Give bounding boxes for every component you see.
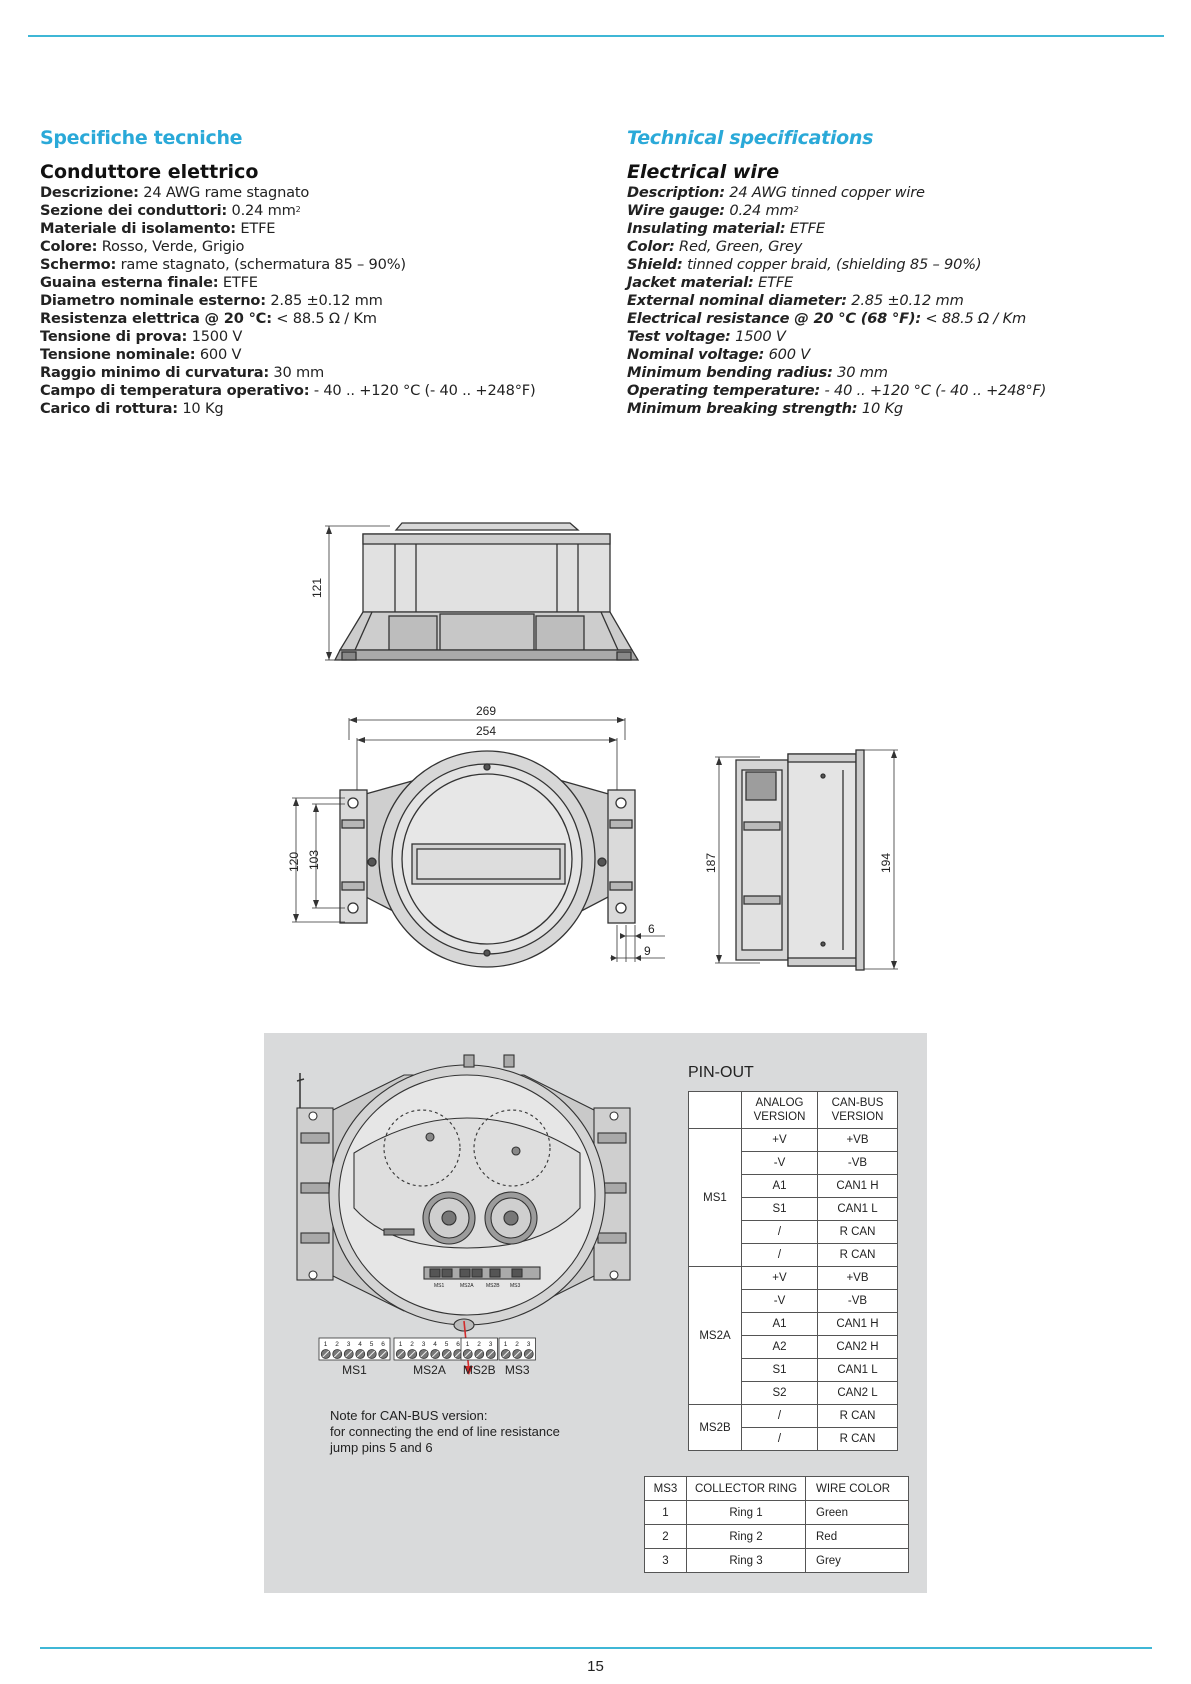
spec-value: 2.85 ±0.12 mm xyxy=(846,292,964,309)
spec-value: 1500 V xyxy=(730,328,786,345)
spec-value: 1500 V xyxy=(187,328,243,345)
ms3-cell: Ring 1 xyxy=(687,1501,806,1525)
analog-cell: -V xyxy=(742,1290,818,1313)
spec-key: Jacket material: xyxy=(627,274,754,291)
pin-number: 1 xyxy=(323,1341,328,1348)
spec-key: Shield: xyxy=(627,256,683,273)
dim-height-outer: 120 xyxy=(287,851,301,872)
group-label: MS2B xyxy=(689,1405,742,1451)
canbus-cell: CAN1 H xyxy=(818,1175,898,1198)
ms3-header-cell: COLLECTOR RING xyxy=(687,1477,806,1501)
ms3-cell: Ring 3 xyxy=(687,1549,806,1573)
dim-hole-b: 9 xyxy=(644,944,651,958)
english-specs xyxy=(627,127,1187,418)
en-spec-row xyxy=(627,400,1187,418)
ms3-cell: Red xyxy=(806,1525,909,1549)
spec-value: 24 AWG rame stagnato xyxy=(138,184,310,201)
pin-number: 2 xyxy=(515,1341,519,1348)
ms3-header-row xyxy=(645,1477,909,1501)
note-line-3: jump pins 5 and 6 xyxy=(330,1440,433,1455)
it-spec-row xyxy=(40,184,600,202)
analog-cell: A1 xyxy=(742,1313,818,1336)
side-view-right xyxy=(715,750,898,970)
header-canbus: CAN-BUS VERSION xyxy=(818,1092,898,1129)
technical-drawings xyxy=(0,500,1191,980)
dim-width-outer: 269 xyxy=(476,704,497,718)
pcb-label-ms3: MS3 xyxy=(510,1283,521,1289)
pin-number: 2 xyxy=(335,1341,339,1348)
canbus-cell: -VB xyxy=(818,1290,898,1313)
pcb-label-ms2a: MS2A xyxy=(460,1283,474,1289)
pin-number: 2 xyxy=(410,1341,414,1348)
it-spec-row xyxy=(40,346,600,364)
it-spec-row xyxy=(40,256,600,274)
connector-label: MS1 xyxy=(342,1363,367,1377)
sub-title-it: Conduttore elettrico xyxy=(40,161,259,183)
spec-key: Operating temperature: xyxy=(627,382,821,399)
pin-number: 5 xyxy=(444,1341,449,1348)
page-number: 15 xyxy=(587,1658,604,1675)
spec-value: 600 V xyxy=(764,346,811,363)
dim-height: 121 xyxy=(310,577,324,598)
it-spec-row xyxy=(40,238,600,256)
spec-key: External nominal diameter: xyxy=(627,292,847,309)
spec-value: 30 mm xyxy=(268,364,325,381)
it-spec-row xyxy=(40,310,600,328)
spec-list-it xyxy=(40,184,600,418)
pinout-row xyxy=(689,1267,898,1290)
analog-cell: / xyxy=(742,1405,818,1428)
pin-number: 3 xyxy=(526,1341,531,1348)
ms3-cell: 3 xyxy=(645,1549,687,1573)
pinout-title: PIN-OUT xyxy=(688,1064,754,1081)
spec-superscript: 2 xyxy=(295,205,301,214)
en-spec-row xyxy=(627,220,1187,238)
en-spec-row xyxy=(627,364,1187,382)
spec-value: ETFE xyxy=(785,220,825,237)
ms3-cell: Ring 2 xyxy=(687,1525,806,1549)
spec-key: Colore: xyxy=(40,238,98,255)
canbus-cell: CAN2 L xyxy=(818,1382,898,1405)
spec-value: 0.24 mm xyxy=(227,202,296,219)
analog-cell: / xyxy=(742,1244,818,1267)
pin-number: 4 xyxy=(433,1341,437,1348)
pin-number: 1 xyxy=(465,1341,470,1348)
canbus-note xyxy=(330,1408,560,1456)
en-spec-row xyxy=(627,328,1187,346)
analog-cell: A1 xyxy=(742,1175,818,1198)
analog-cell: +V xyxy=(742,1129,818,1152)
ms3-row xyxy=(645,1549,909,1573)
pin-number: 3 xyxy=(421,1341,426,1348)
it-spec-row xyxy=(40,382,600,400)
pinout-row xyxy=(689,1129,898,1152)
section-title-it: Specifiche tecniche xyxy=(40,127,243,149)
canbus-cell: R CAN xyxy=(818,1244,898,1267)
connector-label: MS2B xyxy=(462,1363,496,1377)
canbus-cell: CAN2 H xyxy=(818,1336,898,1359)
analog-cell: S1 xyxy=(742,1198,818,1221)
spec-value: tinned copper braid, (shielding 85 – 90%) xyxy=(682,256,982,273)
ms3-cell: 2 xyxy=(645,1525,687,1549)
it-spec-row xyxy=(40,364,600,382)
spec-value: 10 Kg xyxy=(177,400,224,417)
spec-key: Wire gauge: xyxy=(627,202,725,219)
spec-value: - 40 .. +120 °C (- 40 .. +248°F) xyxy=(309,382,536,399)
spec-value: 30 mm xyxy=(832,364,888,381)
spec-value: - 40 .. +120 °C (- 40 .. +248°F) xyxy=(820,382,1047,399)
it-spec-row xyxy=(40,220,600,238)
side-view-top xyxy=(325,523,638,660)
canbus-cell: R CAN xyxy=(818,1221,898,1244)
en-spec-row xyxy=(627,184,1187,202)
top-rule xyxy=(28,35,1164,37)
spec-value: 0.24 mm xyxy=(724,202,794,219)
en-spec-row xyxy=(627,382,1187,400)
pcb-label-ms2b: MS2B xyxy=(486,1283,500,1289)
bottom-rule xyxy=(40,1647,1152,1649)
note-line-1: Note for CAN-BUS version: xyxy=(330,1408,488,1423)
pinout-table xyxy=(688,1091,898,1451)
spec-key: Electrical resistance @ 20 °C (68 °F): xyxy=(627,310,921,327)
spec-value: < 88.5 Ω / Km xyxy=(920,310,1026,327)
spec-value: rame stagnato, (schermatura 85 – 90%) xyxy=(116,256,406,273)
sub-title-en: Electrical wire xyxy=(627,161,780,183)
it-spec-row xyxy=(40,328,600,346)
spec-key: Insulating material: xyxy=(627,220,786,237)
spec-key: Test voltage: xyxy=(627,328,731,345)
spec-key: Tensione di prova: xyxy=(40,328,188,345)
en-spec-row xyxy=(627,310,1187,328)
group-label: MS2A xyxy=(689,1267,742,1405)
en-spec-row xyxy=(627,256,1187,274)
pin-number: 3 xyxy=(346,1341,351,1348)
ms3-header-cell: WIRE COLOR xyxy=(806,1477,909,1501)
pinout-row xyxy=(689,1405,898,1428)
group-label: MS1 xyxy=(689,1129,742,1267)
section-title-en: Technical specifications xyxy=(627,127,874,149)
canbus-cell: CAN1 H xyxy=(818,1313,898,1336)
spec-value: 2.85 ±0.12 mm xyxy=(265,292,383,309)
analog-cell: S1 xyxy=(742,1359,818,1382)
ms3-cell: Grey xyxy=(806,1549,909,1573)
spec-key: Guaina esterna finale: xyxy=(40,274,219,291)
it-spec-row xyxy=(40,400,600,418)
header-analog: ANALOG VERSION xyxy=(742,1092,818,1129)
spec-key: Minimum breaking strength: xyxy=(627,400,858,417)
connector-label: MS2A xyxy=(413,1363,446,1377)
spec-value: ETFE xyxy=(235,220,276,237)
header-empty-cell xyxy=(689,1092,742,1129)
pinout-panel xyxy=(264,1033,927,1593)
spec-key: Resistenza elettrica @ 20 °C: xyxy=(40,310,272,327)
ms3-row xyxy=(645,1525,909,1549)
pin-number: 6 xyxy=(381,1341,385,1348)
spec-list-en xyxy=(627,184,1187,418)
spec-key: Raggio minimo di curvatura: xyxy=(40,364,269,381)
en-spec-row xyxy=(627,274,1187,292)
analog-cell: +V xyxy=(742,1267,818,1290)
pinout-header-row xyxy=(689,1092,898,1129)
spec-value: < 88.5 Ω / Km xyxy=(271,310,377,327)
spec-superscript: 2 xyxy=(793,205,799,214)
spec-key: Diametro nominale esterno: xyxy=(40,292,266,309)
dim-side-outer: 194 xyxy=(879,852,893,873)
ms3-cell: 1 xyxy=(645,1501,687,1525)
spec-key: Campo di temperatura operativo: xyxy=(40,382,310,399)
ms3-row xyxy=(645,1501,909,1525)
spec-value: 24 AWG tinned copper wire xyxy=(724,184,925,201)
spec-key: Materiale di isolamento: xyxy=(40,220,236,237)
spec-key: Sezione dei conduttori: xyxy=(40,202,228,219)
canbus-cell: -VB xyxy=(818,1152,898,1175)
spec-key: Color: xyxy=(627,238,675,255)
it-spec-row xyxy=(40,274,600,292)
canbus-cell: CAN1 L xyxy=(818,1359,898,1382)
pin-number: 1 xyxy=(398,1341,403,1348)
pin-number: 6 xyxy=(456,1341,460,1348)
en-spec-row xyxy=(627,292,1187,310)
spec-value: Rosso, Verde, Grigio xyxy=(97,238,245,255)
it-spec-row xyxy=(40,292,600,310)
pcb-drawing xyxy=(264,1033,684,1403)
canbus-cell: R CAN xyxy=(818,1405,898,1428)
analog-cell: A2 xyxy=(742,1336,818,1359)
spec-value: 10 Kg xyxy=(857,400,903,417)
analog-cell: S2 xyxy=(742,1382,818,1405)
note-line-2: for connecting the end of line resistance xyxy=(330,1424,560,1439)
connector-strip xyxy=(319,1338,536,1377)
front-view xyxy=(292,717,665,967)
canbus-cell: R CAN xyxy=(818,1428,898,1451)
pin-number: 5 xyxy=(369,1341,374,1348)
en-spec-row xyxy=(627,202,1187,220)
ms3-cell: Green xyxy=(806,1501,909,1525)
analog-cell: / xyxy=(742,1221,818,1244)
canbus-cell: CAN1 L xyxy=(818,1198,898,1221)
spec-value: ETFE xyxy=(753,274,794,291)
analog-cell: / xyxy=(742,1428,818,1451)
spec-key: Schermo: xyxy=(40,256,117,273)
pin-number: 3 xyxy=(488,1341,493,1348)
connector-label: MS3 xyxy=(504,1363,530,1377)
ms3-table xyxy=(644,1476,909,1573)
spec-value: 600 V xyxy=(195,346,242,363)
spec-key: Description: xyxy=(627,184,725,201)
dim-hole-a: 6 xyxy=(648,922,655,936)
spec-value: ETFE xyxy=(218,274,258,291)
dim-side-inner: 187 xyxy=(704,852,718,873)
it-spec-row xyxy=(40,202,600,220)
pcb-label-ms1: MS1 xyxy=(434,1283,445,1289)
dim-width-inner: 254 xyxy=(476,724,497,738)
italian-specs xyxy=(40,127,600,418)
spec-key: Nominal voltage: xyxy=(627,346,765,363)
pin-number: 2 xyxy=(477,1341,481,1348)
canbus-cell: +VB xyxy=(818,1129,898,1152)
pin-number: 1 xyxy=(503,1341,508,1348)
pin-number: 4 xyxy=(358,1341,362,1348)
en-spec-row xyxy=(627,238,1187,256)
spec-key: Descrizione: xyxy=(40,184,139,201)
ms3-header-cell: MS3 xyxy=(645,1477,687,1501)
analog-cell: -V xyxy=(742,1152,818,1175)
en-spec-row xyxy=(627,346,1187,364)
spec-key: Carico di rottura: xyxy=(40,400,178,417)
spec-key: Tensione nominale: xyxy=(40,346,196,363)
dim-height-inner: 103 xyxy=(307,849,321,870)
canbus-cell: +VB xyxy=(818,1267,898,1290)
spec-value: Red, Green, Grey xyxy=(674,238,803,255)
spec-key: Minimum bending radius: xyxy=(627,364,833,381)
